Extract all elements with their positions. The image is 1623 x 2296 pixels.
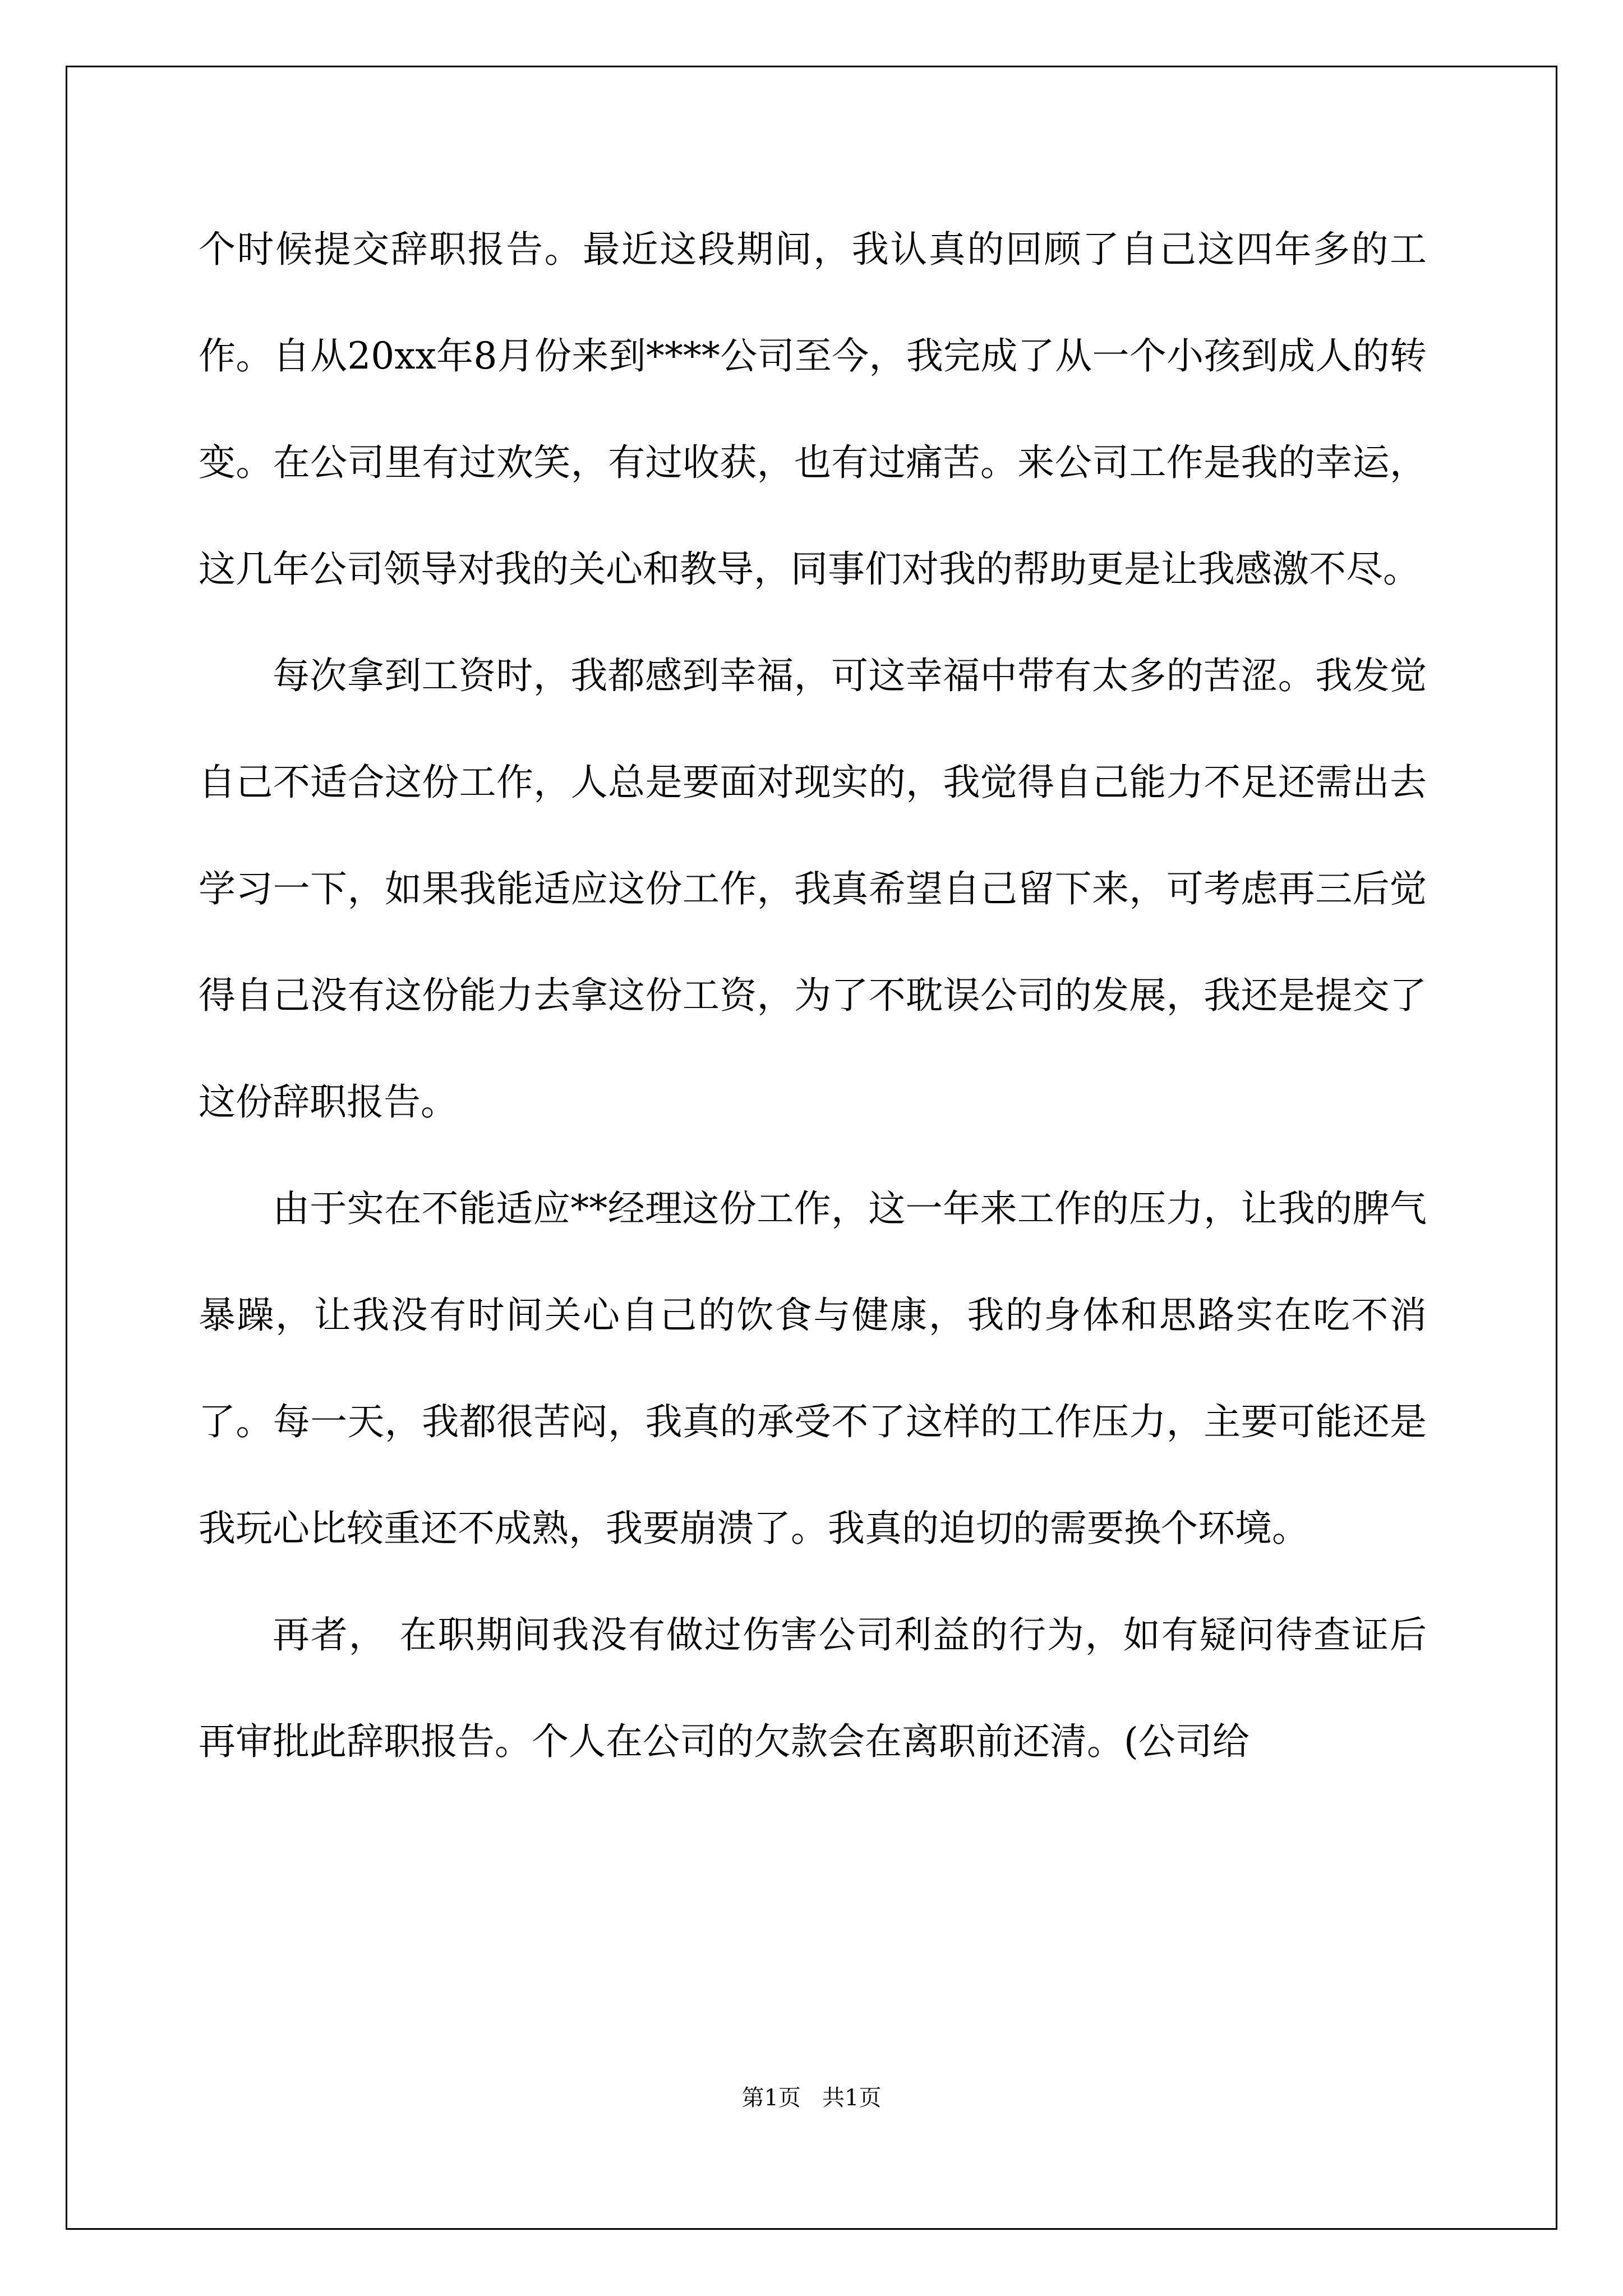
paragraph-2: 每次拿到工资时，我都感到幸福，可这幸福中带有太多的苦涩。我发觉自己不适合这份工作，人总是要面对现实的，我觉得自己能力不足还需出去学习一下，如果我能适应这份工作，我真希望自己留下来，可考虑再三后觉得自己没有这份能力去拿这份工资，为了不耽误公司的发展，我还是提交了这份辞职报告。 — [199, 654, 1427, 1124]
paragraph-3: 由于实在不能适应**经理这份工作，这一年来工作的压力，让我的脾气暴躁，让我没有时间关心自己的饮食与健康，我的身体和思路实在吃不消了。每一天，我都很苦闷，我真的承受不了这样的工作压力，主要可能还是我玩心比较重还不成熟，我要崩溃了。我真的迫切的需要换个环境。 — [199, 1187, 1427, 1550]
page-footer: 第1页 共1页 — [741, 2085, 882, 2111]
document-body — [199, 196, 1427, 1795]
paragraph-4: 再者， 在职期间我没有做过伤害公司利益的行为，如有疑问待查证后再审批此辞职报告。个人在公司的欠款会在离职前还清。(公司给 — [199, 1613, 1427, 1763]
paragraph-1: 个时候提交辞职报告。最近这段期间，我认真的回顾了自己这四年多的工作。自从20xx年8月份来到****公司至今，我完成了从一个小孩到成人的转变。在公司里有过欢笑，有过收获，也有过痛苦。来公司工作是我的幸运，这几年公司领导对我的关心和教导，同事们对我的帮助更是让我感激不尽。 — [199, 228, 1427, 591]
